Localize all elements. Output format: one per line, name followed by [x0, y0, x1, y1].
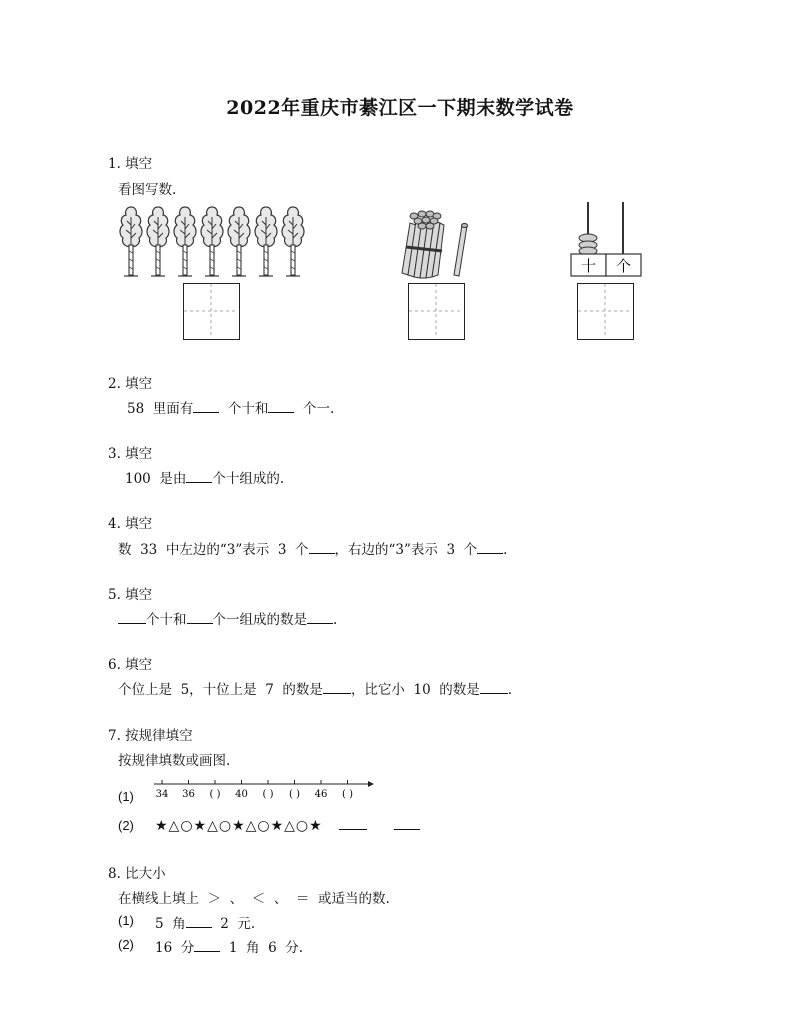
q2-blank-tens[interactable] — [193, 400, 219, 413]
number-line-label[interactable]: ( ) — [209, 789, 221, 800]
answer-box-abacus[interactable] — [577, 283, 634, 340]
q3-text-post: 个十组成的. — [212, 471, 285, 487]
q5-blank-tens[interactable] — [118, 611, 146, 624]
q4-blank-right[interactable] — [477, 541, 503, 554]
q6-blank-smaller[interactable] — [480, 681, 508, 694]
number-line-label: 34 — [155, 789, 169, 800]
q8-sub2-text-post: 1 角 6 分. — [220, 940, 304, 956]
q5-text-mid2: 个一组成的数是 — [212, 612, 307, 628]
question-5-heading: 5. 填空 — [108, 587, 153, 603]
number-line-label: 46 — [314, 789, 328, 800]
question-6-heading: 6. 填空 — [108, 657, 153, 673]
question-2-heading: 2. 填空 — [108, 376, 153, 392]
q8-sub1-body — [155, 912, 255, 932]
abacus-illustration — [568, 202, 644, 278]
question-5-body — [118, 608, 337, 628]
number-line-label: 40 — [235, 789, 248, 800]
number-line-label[interactable]: ( ) — [289, 789, 300, 800]
q2-text-pre: 58 里面有 — [127, 401, 194, 417]
q3-blank[interactable] — [186, 470, 212, 483]
q6-text-pre: 个位上是 5，十位上是 7 的数是 — [118, 682, 323, 698]
q8-sub2-text-pre: 16 分 — [155, 940, 195, 956]
q6-blank-number[interactable] — [323, 681, 351, 694]
q8-sub1-text-post: 2 元. — [211, 916, 256, 932]
q8-sub2-body — [155, 936, 303, 956]
trees-illustration — [118, 203, 310, 281]
q8-sub1-text-pre: 5 角 — [155, 916, 186, 932]
q7-sub2-label: (2) — [118, 818, 134, 833]
question-7-instruction: 按规律填数或画图. — [118, 753, 231, 769]
q7-pattern — [155, 817, 420, 834]
abacus-ones-label: 个 — [615, 257, 632, 275]
q3-text-pre: 100 是由 — [125, 471, 187, 487]
number-line — [150, 778, 375, 804]
question-4-body — [118, 538, 507, 558]
q2-text-mid: 个十和 — [219, 401, 269, 417]
q6-text-mid: ，比它小 10 的数是 — [350, 682, 480, 698]
q8-sub1-blank[interactable] — [186, 915, 212, 928]
q4-text-mid: ，右边的“3”表示 3 个 — [334, 542, 478, 558]
q5-blank-number[interactable] — [307, 611, 333, 624]
question-6-body — [118, 678, 512, 698]
q2-blank-ones[interactable] — [268, 400, 294, 413]
q7-blank-2[interactable] — [394, 817, 420, 830]
question-1-instruction: 看图写数. — [118, 182, 177, 198]
question-8-heading: 8. 比大小 — [108, 866, 166, 882]
q7-sub1-label: (1) — [118, 789, 134, 804]
q5-blank-ones[interactable] — [187, 611, 213, 624]
q6-text-post: . — [507, 682, 513, 698]
q7-pattern-symbols: ★△○★△○★△○★△○★ — [155, 818, 323, 834]
q2-text-post: 个一. — [294, 401, 335, 417]
number-line-label[interactable]: ( ) — [342, 789, 353, 800]
answer-box-trees[interactable] — [183, 283, 240, 340]
q5-text-post: . — [333, 612, 338, 628]
page-title: 2022年重庆市綦江区一下期末数学试卷 — [226, 97, 574, 119]
question-1-heading: 1. 填空 — [108, 156, 153, 172]
q7-blank-1[interactable] — [339, 817, 367, 830]
question-7-heading: 7. 按规律填空 — [108, 728, 193, 744]
q8-sub2-label: (2) — [118, 937, 134, 952]
q8-sub2-blank[interactable] — [194, 939, 220, 952]
stick-bundle-illustration — [396, 205, 476, 281]
question-3-body — [125, 467, 284, 487]
question-8-instruction: 在横线上填上 ＞ 、 ＜ 、 ＝ 或适当的数. — [118, 891, 390, 907]
question-4-heading: 4. 填空 — [108, 516, 153, 532]
q4-text-post: . — [503, 542, 508, 558]
question-3-heading: 3. 填空 — [108, 446, 153, 462]
q4-blank-left[interactable] — [309, 541, 335, 554]
number-line-label[interactable]: ( ) — [262, 789, 274, 800]
answer-box-sticks[interactable] — [408, 283, 465, 340]
q5-text-mid1: 个十和 — [146, 612, 187, 628]
q8-sub1-label: (1) — [118, 913, 134, 928]
question-2-body — [127, 397, 334, 417]
q4-text-pre: 数 33 中左边的“3”表示 3 个 — [118, 542, 309, 558]
abacus-tens-label: 十 — [580, 257, 597, 275]
number-line-label: 36 — [182, 789, 195, 800]
